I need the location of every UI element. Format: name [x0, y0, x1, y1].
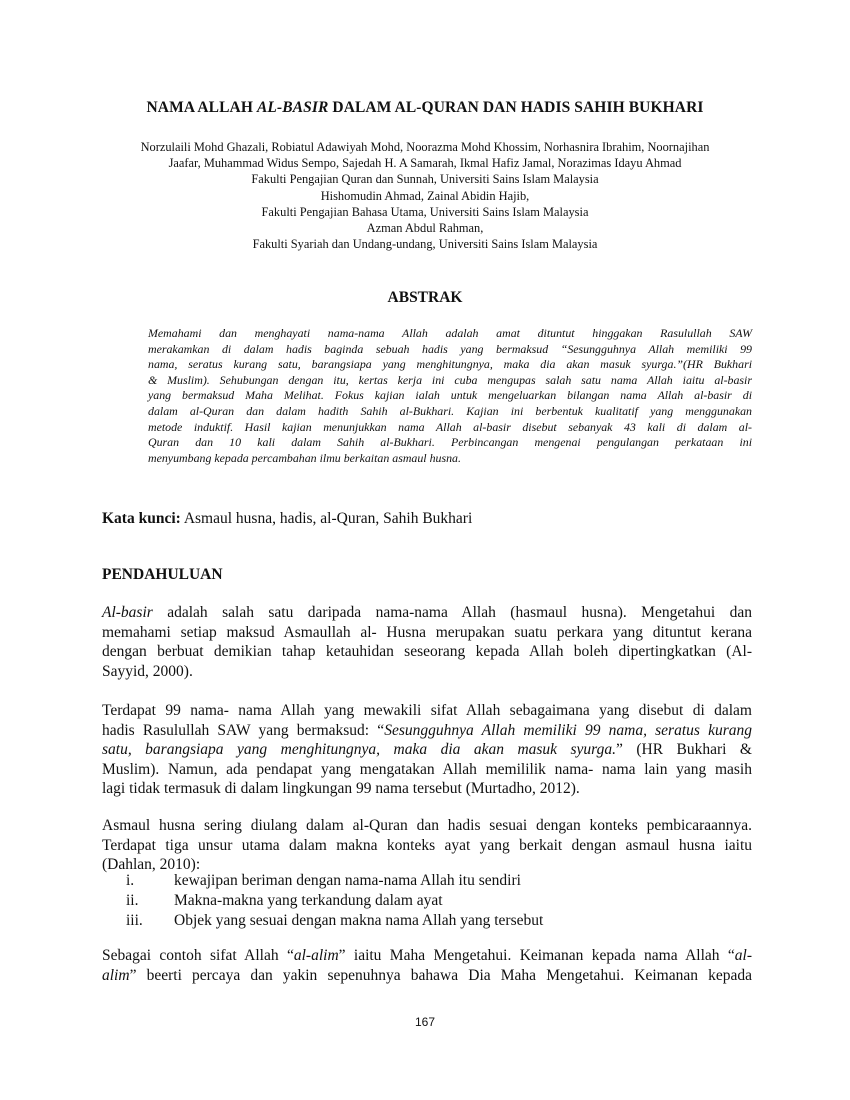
- italic-term: Al-basir: [102, 604, 153, 621]
- paragraph-2: [102, 701, 752, 799]
- author-block: [95, 139, 755, 252]
- abstract-line: merakamkan di dalam hadis baginda sebuah hadis yang bermaksud “Sesungguhnya Allah memiliki 99: [148, 341, 752, 356]
- keywords: [102, 510, 752, 528]
- paragraph-line: Sayyid, 2000).: [102, 662, 193, 680]
- author-line: Azman Abdul Rahman,: [366, 221, 484, 236]
- italic-quote: Sesungguhnya Allah memiliki 99 nama, seratus kurang: [384, 721, 753, 739]
- paragraph-line: [102, 740, 752, 760]
- paragraph-line: dengan berbuat demikian tahap ketauhidan seseorang kepada Allah boleh dipertingkatkan (Al-: [102, 643, 752, 661]
- paragraph-line: Asmaul husna sering diulang dalam al-Quran dan hadis sesuai dengan konteks pembicaraannya.: [102, 817, 752, 834]
- paragraph-line: [102, 721, 752, 741]
- text-span: hadis Rasulullah SAW yang bermaksud: “: [102, 721, 385, 739]
- keywords-value: Asmaul husna, hadis, al-Quran, Sahih Bukhari: [180, 510, 473, 527]
- list-text: Objek yang sesuai dengan makna nama Allah yang tersebut: [174, 912, 544, 929]
- section-heading: PENDAHULUAN: [102, 566, 223, 583]
- abstract-line: metode induktif. Hasil kajian menunjukkan nama Allah al-basir disebut sebanyak 43 kali di dalam al-: [148, 419, 752, 434]
- abstract-line: Quran dan 10 kali dalam Sahih al-Bukhari. Perbincangan mengenai pengulangan perkataan ini: [148, 435, 752, 450]
- abstract-body: [148, 326, 752, 466]
- title-italic-name: AL-BASIR: [256, 99, 329, 116]
- italic-term: al-alim: [293, 947, 339, 964]
- text-span: Sebagai contoh sifat Allah “: [102, 947, 294, 964]
- paragraph-line: lagi tidak termasuk di dalam lingkungan 99 nama tersebut (Murtadho, 2012).: [102, 780, 580, 798]
- abstract-line: Memahami dan menghayati nama-nama Allah adalah amat dituntut hinggakan Rasulullah SAW: [148, 326, 752, 340]
- abstract-heading: ABSTRAK: [387, 289, 463, 306]
- list-number: iii.: [126, 912, 143, 929]
- title-part-1: NAMA ALLAH: [146, 99, 257, 116]
- abstract-line: dalam al-Quran dan dalam hadith Sahih al-Bukhari. Kajian ini berbentuk kualitatif yang menggunakan: [148, 403, 752, 418]
- affiliation-line: Fakulti Pengajian Bahasa Utama, Universiti Sains Islam Malaysia: [261, 204, 589, 219]
- title-part-2: DALAM AL-QURAN DAN HADIS SAHIH BUKHARI: [328, 99, 704, 116]
- page-number: 167: [414, 1015, 436, 1029]
- paragraph-line: [102, 603, 752, 623]
- paragraph-line: (Dahlan, 2010):: [102, 856, 201, 874]
- italic-term: al-: [734, 947, 752, 964]
- paragraph-1: [102, 603, 752, 681]
- keywords-label: Kata kunci:: [102, 510, 181, 527]
- paragraph-4: [102, 946, 752, 985]
- italic-term: alim: [102, 966, 130, 984]
- abstract-line: nama, seratus kurang satu, barangsiapa yang menghitungnya, maka dia akan masuk syurga.”(HR Bukhari: [148, 357, 752, 372]
- abstract-line: menyumbang kepada percambahan ilmu berkaitan asmaul husna.: [148, 450, 461, 465]
- paragraph-line: [102, 966, 752, 986]
- list-text: kewajipan beriman dengan nama-nama Allah itu sendiri: [174, 872, 521, 889]
- paragraph-line: Muslim). Namun, ada pendapat yang mengatakan Allah memililik nama- nama lain yang masih: [102, 760, 752, 778]
- author-line: Jaafar, Muhammad Widus Sempo, Sajedah H. A Samarah, Ikmal Hafiz Jamal, Norazimas Idayu Ahmad: [168, 156, 682, 171]
- affiliation-line: Fakulti Syariah dan Undang-undang, Universiti Sains Islam Malaysia: [252, 237, 598, 252]
- list-text: Makna-makna yang terkandung dalam ayat: [174, 892, 443, 909]
- paragraph-line: Terdapat 99 nama- nama Allah yang mewakili sifat Allah sebagaimana yang disebut di dalam: [102, 702, 752, 719]
- text-span: ” (HR Bukhari &: [616, 741, 752, 759]
- italic-quote: satu, barangsiapa yang menghitungnya, maka dia akan masuk syurga.: [102, 741, 617, 759]
- paragraph-line: [102, 946, 752, 966]
- abstract-line: yang bermaksud Maha Melihat. Fokus kajian ialah untuk mengeluarkan bilangan nama Allah al-basir di: [148, 388, 752, 403]
- text-span: ” beerti percaya dan yakin sepenuhnya bahawa Dia Maha Mengetahui. Keimanan kepada: [129, 966, 752, 984]
- paper-title: [0, 99, 850, 117]
- paragraph-3: [102, 816, 752, 875]
- list-number: ii.: [126, 892, 139, 909]
- paragraph-line: memahami setiap maksud Asmaullah al- Husna merupakan suatu perkara yang dituntut kerana: [102, 623, 752, 641]
- paragraph-line: Terdapat tiga unsur utama dalam makna konteks ayat yang berkait dengan asmaul husna iaitu: [102, 836, 752, 854]
- list-number: i.: [126, 872, 135, 889]
- text-span: adalah salah satu daripada nama-nama Allah (hasmaul husna). Mengetahui dan: [152, 604, 752, 621]
- abstract-line: & Muslim). Sehubungan dengan itu, kertas kerja ini cuba mengupas salah satu nama Allah iaitu al-basir: [148, 372, 752, 387]
- affiliation-line: Fakulti Pengajian Quran dan Sunnah, Universiti Sains Islam Malaysia: [251, 172, 599, 187]
- author-line: Norzulaili Mohd Ghazali, Robiatul Adawiyah Mohd, Noorazma Mohd Khossim, Norhasnira Ibrahim, Noornajihan: [140, 140, 710, 154]
- text-span: ” iaitu Maha Mengetahui. Keimanan kepada nama Allah “: [338, 947, 735, 964]
- author-line: Hishomudin Ahmad, Zainal Abidin Hajib,: [320, 188, 530, 203]
